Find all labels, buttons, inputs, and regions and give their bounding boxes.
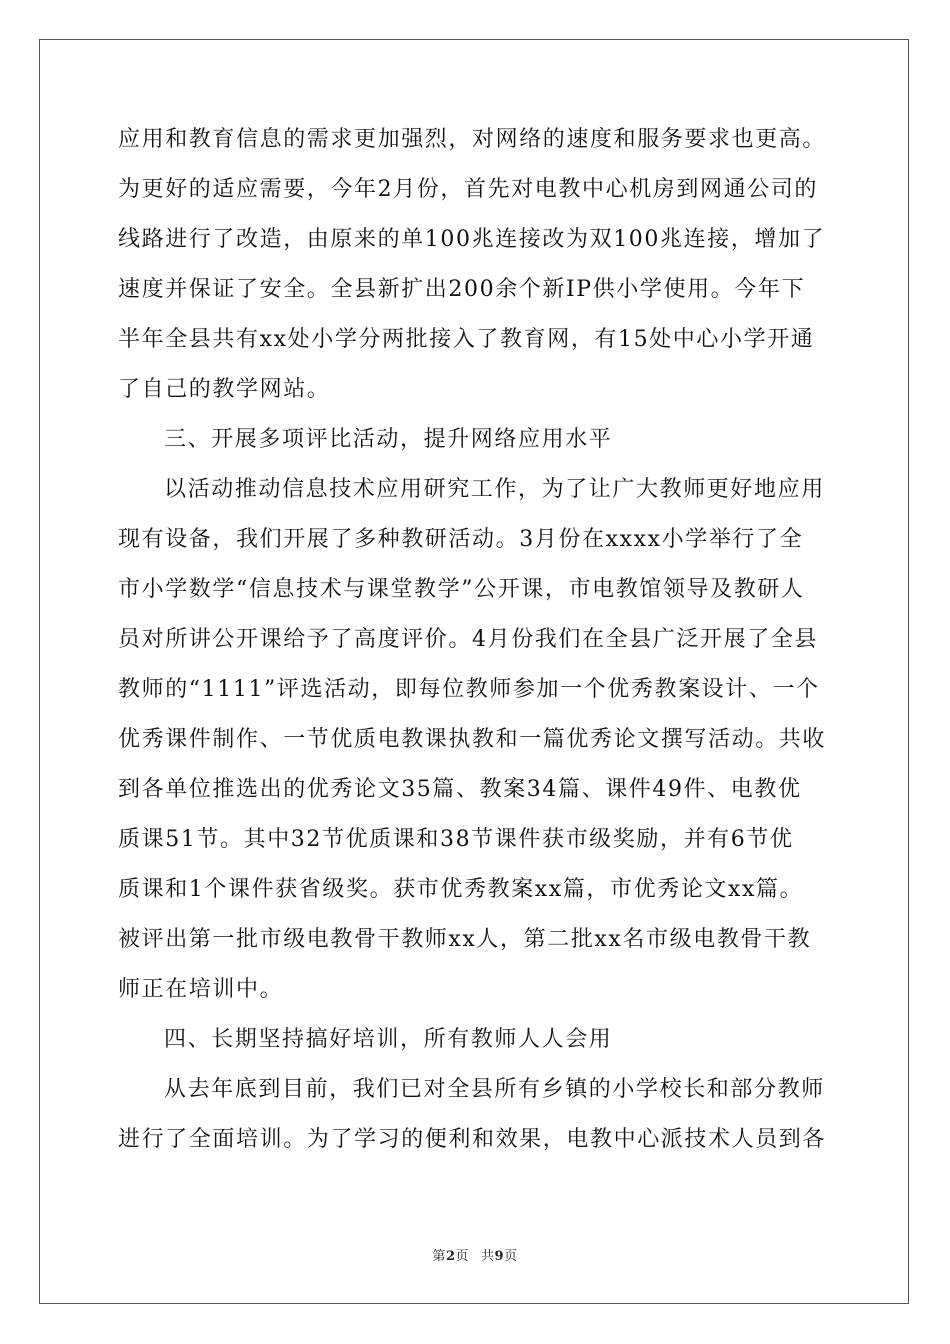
page-number: 2 [445,1249,456,1264]
text-line: 被评出第一批市级电教骨干教师xx人，第二批xx名市级电教骨干教 [118,927,812,952]
text-line: 从去年底到目前，我们已对全县所有乡镇的小学校长和部分教师 [164,1077,825,1102]
page-prefix: 第 [432,1249,446,1264]
text-line: 以活动推动信息技术应用研究工作，为了让广大教师更好地应用 [164,477,825,502]
total-pages: 9 [494,1249,505,1264]
text-line: 到各单位推选出的优秀论文35篇、教案34篇、课件49件、电教优 [118,777,802,802]
text-line: 现有设备，我们开展了多种教研活动。3月份在xxxx小学举行了全 [118,527,804,552]
section-heading: 三、开展多项评比活动，提升网络应用水平 [164,427,613,452]
text-line: 应用和教育信息的需求更加强烈，对网络的速度和服务要求也更高。 [118,127,827,152]
text-line: 员对所讲公开课给予了高度评价。4月份我们在全县广泛开展了全县 [118,627,818,652]
text-line: 优秀课件制作、一节优质电教课执教和一篇优秀论文撰写活动。共收 [118,727,827,752]
text-line: 师正在培训中。 [118,977,284,1002]
total-prefix: 共 [481,1249,495,1264]
text-line: 进行了全面培训。为了学习的便利和效果，电教中心派技术人员到各 [118,1127,827,1152]
text-line: 质课和1个课件获省级奖。获市优秀教案xx篇，市优秀论文xx篇。 [118,877,804,902]
text-line: 线路进行了改造，由原来的单100兆连接改为双100兆连接，增加了 [118,227,826,252]
text-line: 市小学数学“信息技术与课堂教学”公开课，市电教馆领导及教研人 [118,577,805,602]
text-line: 质课51节。其中32节优质课和38节课件获市级奖励，并有6节优 [118,827,794,852]
text-line: 半年全县共有xx处小学分两批接入了教育网，有15处中心小学开通 [118,327,815,352]
text-line: 为更好的适应需要，今年2月份，首先对电教中心机房到网通公司的 [118,177,818,202]
text-line: 速度并保证了安全。全县新扩出200余个新IP供小学使用。今年下 [118,277,806,302]
text-line: 教师的“1111”评选活动，即每位教师参加一个优秀教案设计、一个 [118,677,820,702]
page-suffix: 页 [455,1249,469,1264]
total-suffix: 页 [504,1249,518,1264]
page-footer [0,1245,950,1264]
text-line: 了自己的教学网站。 [118,377,331,402]
section-heading: 四、长期坚持搞好培训，所有教师人人会用 [164,1027,613,1052]
